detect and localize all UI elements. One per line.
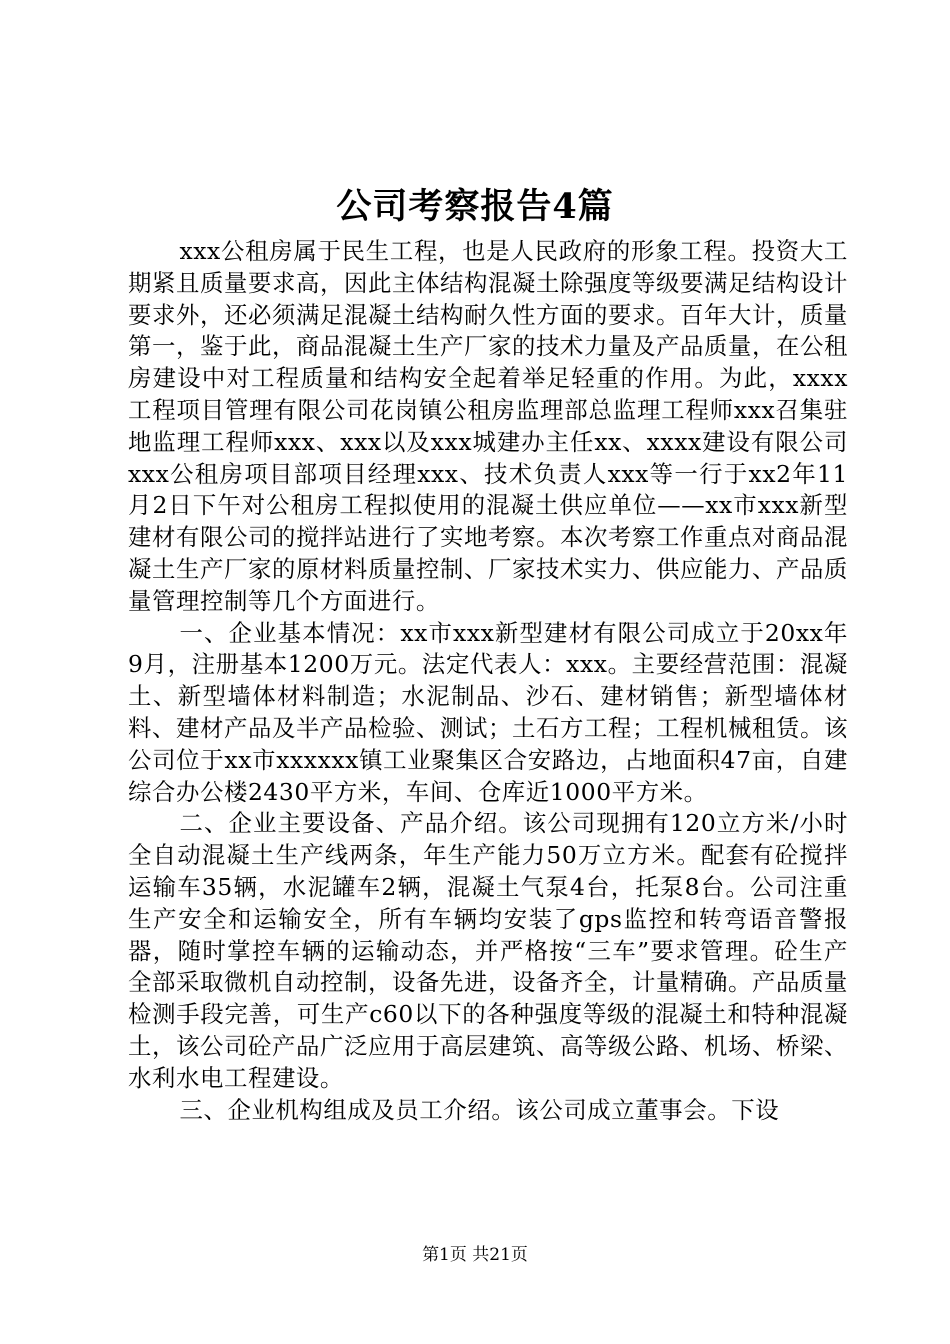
paragraph-basic-info: 一、企业基本情况：xx市xxx新型建材有限公司成立于20xx年9月，注册基本1200万元。法定代表人：xxx。主要经营范围：混凝土、新型墙体材料制造；水泥制品、沙石、建材销售；新型墙体材料、建材产品及半产品检验、测试；土石方工程；工程机械租赁。该公司位于xx市xxxxxx镇工业聚集区合安路边，占地面积47亩，自建综合办公楼2430平方米，车间、仓库近1000平方米。 bbox=[128, 618, 848, 806]
paragraph-equipment: 二、企业主要设备、产品介绍。该公司现拥有120立方米/小时全自动混凝土生产线两条，年生产能力50万立方米。配套有砼搅拌运输车35辆，水泥罐车2辆，混凝土气泵4台，托泵8台。公司注重生产安全和运输安全，所有车辆均安装了gps监控和转弯语音警报器，随时掌控车辆的运输动态，并严格按“三车”要求管理。砼生产全部采取微机自动控制，设备先进，设备齐全，计量精确。产品质量检测手段完善，可生产c60以下的各种强度等级的混凝土和特种混凝土，该公司砼产品广泛应用于高层建筑、高等级公路、机场、桥梁、水利水电工程建设。 bbox=[128, 809, 848, 1092]
document-title: 公司考察报告4篇 bbox=[336, 186, 614, 227]
paragraph-intro: xxx公租房属于民生工程，也是人民政府的形象工程。投资大工期紧且质量要求高，因此主体结构混凝土除强度等级要满足结构设计要求外，还必须满足混凝土结构耐久性方面的要求。百年大计，质量第一，鉴于此，商品混凝土生产厂家的技术力量及产品质量，在公租房建设中对工程质量和结构安全起着举足轻重的作用。为此，xxxx工程项目管理有限公司花岗镇公租房监理部总监理工程师xxx召集驻地监理工程师xxx、xxx以及xxx城建办主任xx、xxxx建设有限公司xxx公租房项目部项目经理xxx、技术负责人xxx等一行于xx2年11月2日下午对公租房工程拟使用的混凝土供应单位——xx市xxx新型建材有限公司的搅拌站进行了实地考察。本次考察工作重点对商品混凝土生产厂家的原材料质量控制、厂家技术实力、供应能力、产品质量管理控制等几个方面进行。 bbox=[128, 237, 848, 615]
paragraph-organization: 三、企业机构组成及员工介绍。该公司成立董事会。下设 bbox=[179, 1095, 780, 1124]
page-footer: 第1页 共21页 bbox=[422, 1245, 528, 1265]
document-body bbox=[128, 236, 848, 1126]
